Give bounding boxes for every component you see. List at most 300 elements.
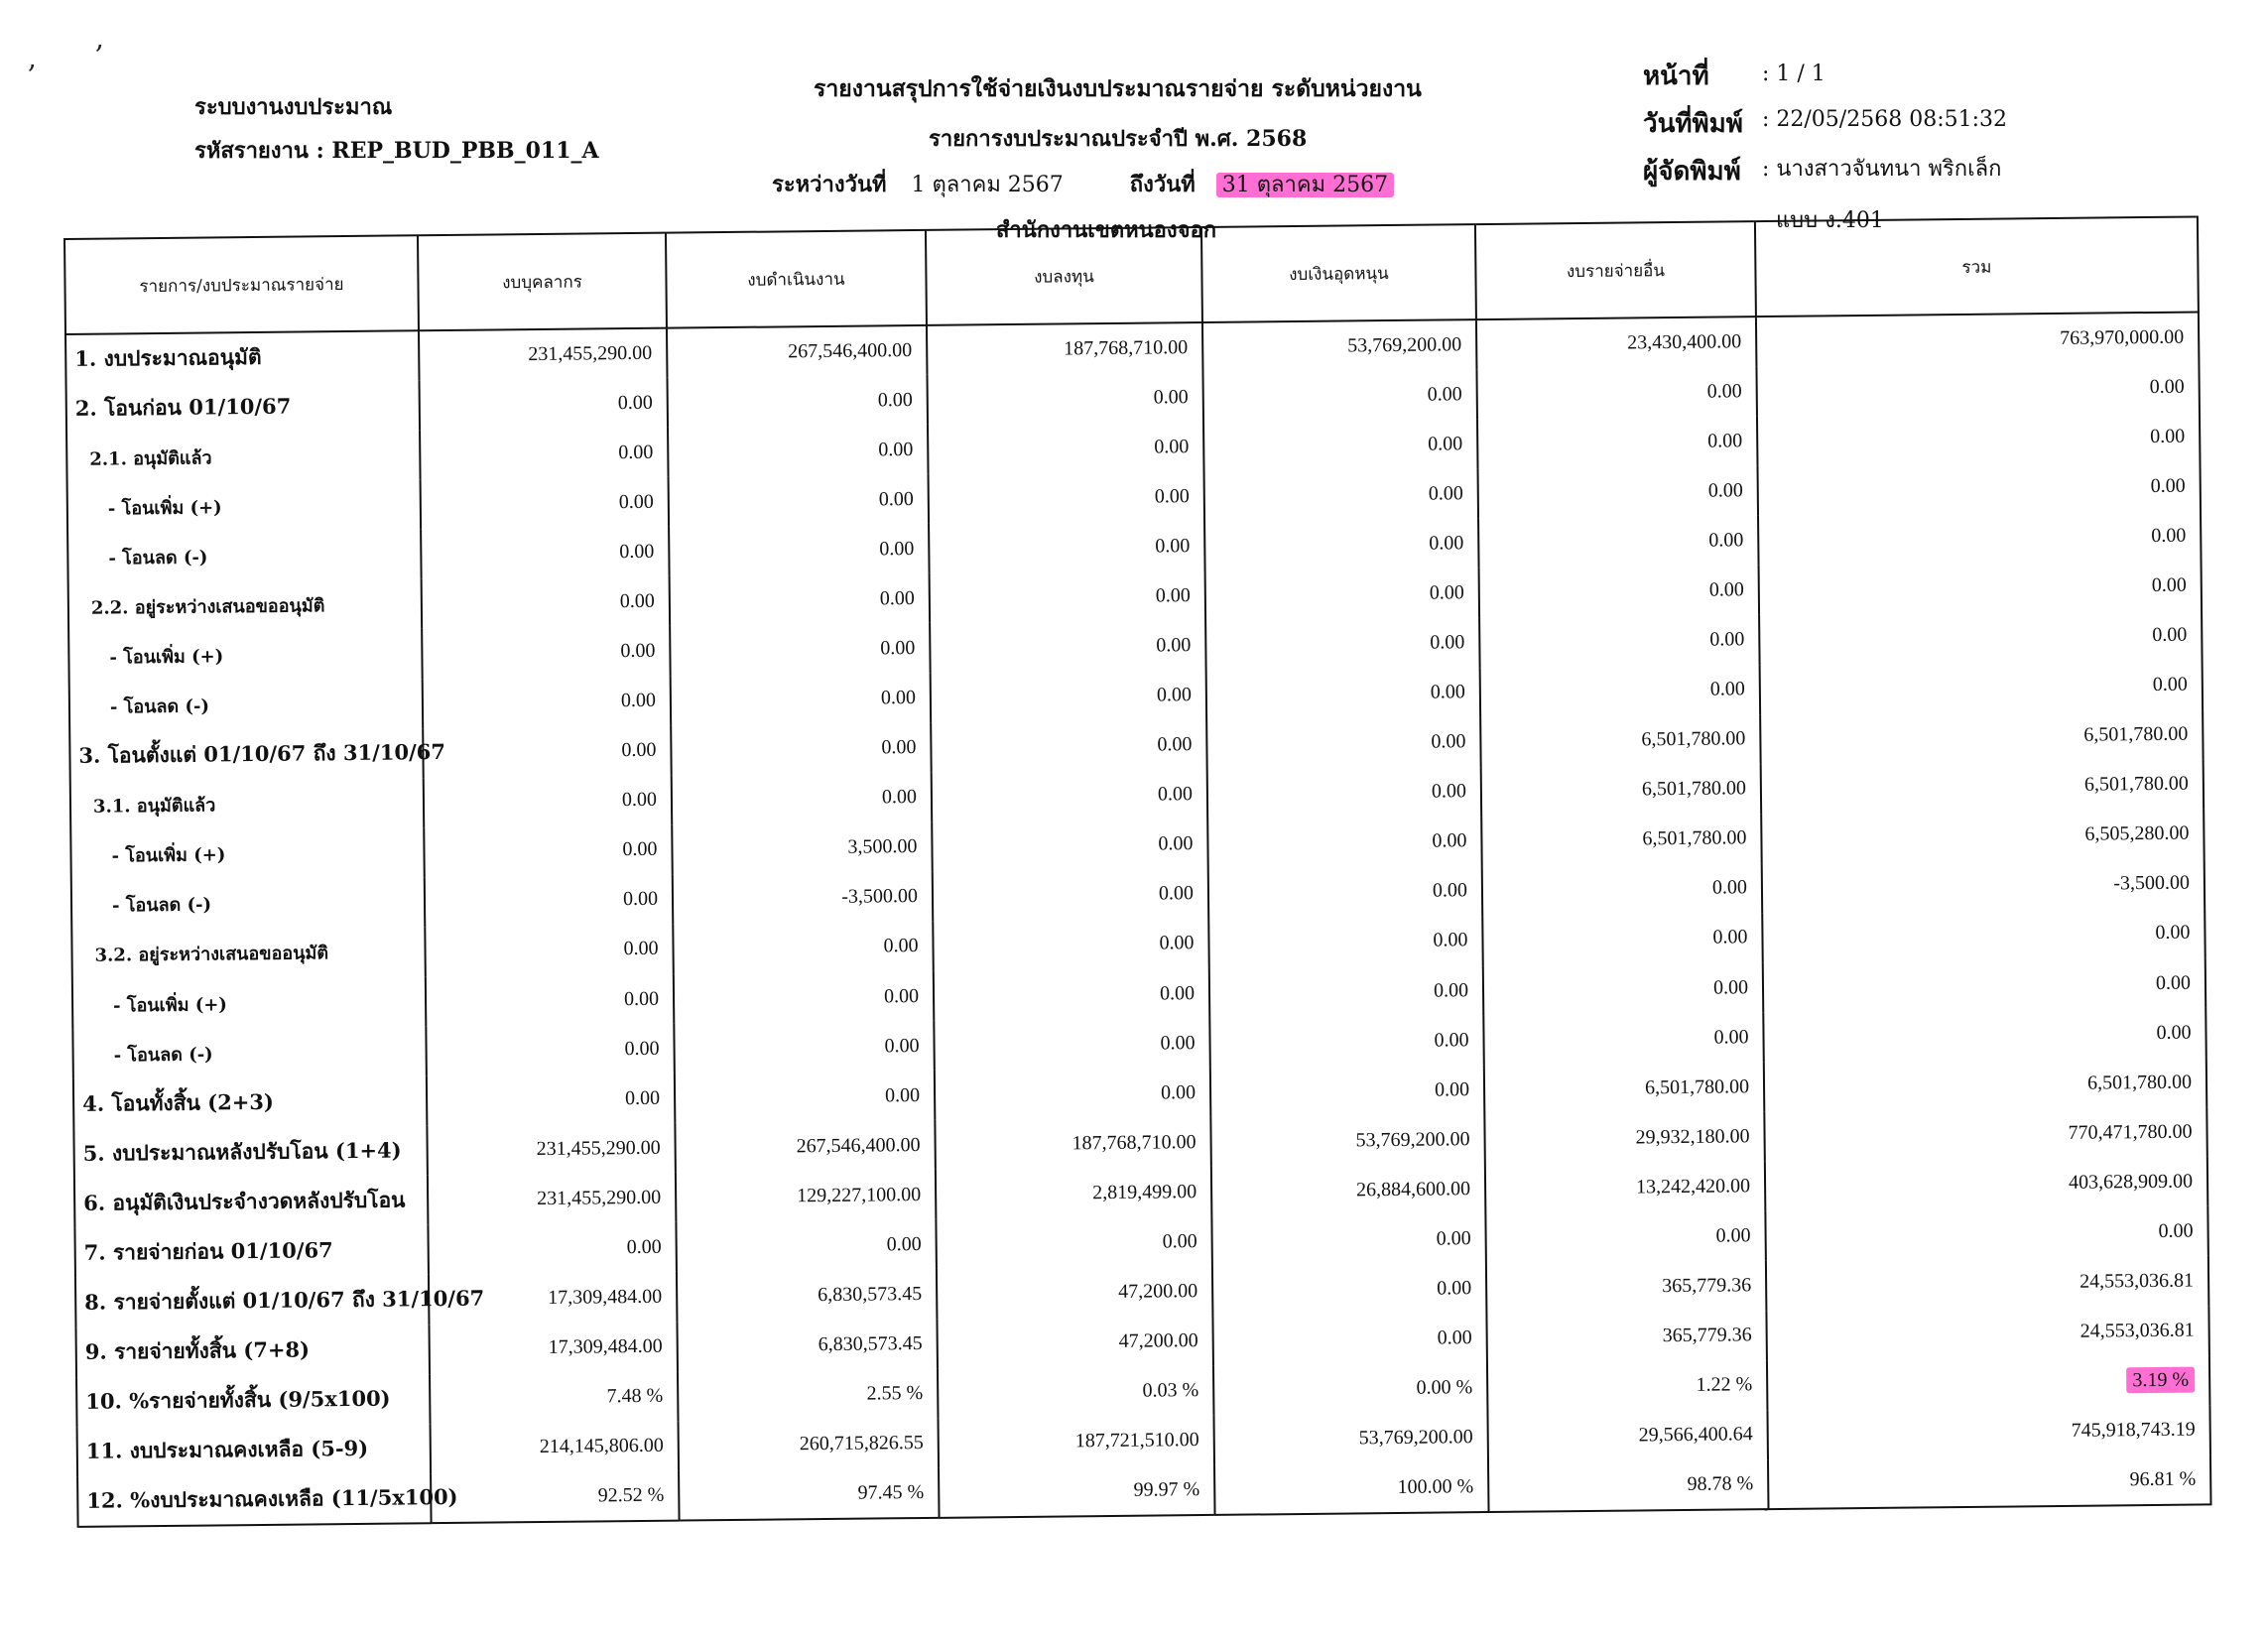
cell-value — [932, 820, 1208, 872]
cell-text: 100.00 % — [1397, 1475, 1474, 1498]
period-from-label: ระหว่างวันที่ — [772, 172, 887, 197]
cell-text: 0.00 — [879, 586, 915, 610]
cell-text: 0.00 — [1709, 628, 1745, 651]
cell-value — [1763, 957, 2205, 1012]
row-label: 8. รายจ่ายตั้งแต่ 01/10/67 ถึง 31/10/67 — [75, 1275, 430, 1328]
cell-text: 0.00 — [1432, 829, 1467, 852]
cell-value — [1480, 665, 1761, 717]
column-header: รวม — [1755, 216, 2199, 316]
cell-text: 0.00 — [878, 487, 914, 511]
cell-text: 0.00 — [2151, 573, 2187, 596]
page-value: : 1 / 1 — [1762, 62, 1826, 86]
cell-text: 0.00 — [881, 786, 918, 809]
budget-table-wrap — [63, 215, 2210, 1567]
row-label: 9. รายจ่ายทั้งสิ้น (7+8) — [76, 1325, 431, 1378]
cell-value — [1759, 610, 2202, 665]
cell-text: 2,819,499.00 — [1092, 1180, 1197, 1204]
cell-text: 0.00 — [618, 441, 654, 463]
cell-text: 0.00 — [884, 1083, 921, 1107]
period-to-label: ถึงวันที่ — [1129, 172, 1196, 197]
cell-text: 0.00 — [1157, 783, 1194, 806]
cell-value — [1765, 1206, 2208, 1261]
cell-text: 2.55 % — [866, 1382, 924, 1405]
cell-text: 0.00 — [2150, 474, 2186, 497]
cell-text: 6,501,780.00 — [1641, 727, 1746, 751]
cell-value — [1208, 866, 1483, 919]
cell-text: 129,227,100.00 — [797, 1183, 922, 1207]
cell-value — [927, 372, 1203, 425]
printed-by-value: : นางสาวจันทนา พริกเล็ก — [1762, 157, 2002, 182]
row-label: - โอนเพิ่ม (+) — [72, 976, 427, 1030]
cell-text: 29,932,180.00 — [1635, 1125, 1750, 1149]
report-title: รายงานสรุปการใช้จ่ายเงินงบประมาณรายจ่าย ระดับหน่วยงาน — [814, 75, 1422, 102]
cell-text: 6,830,573.45 — [818, 1283, 923, 1307]
cell-value — [423, 676, 672, 728]
cell-text: 47,200.00 — [1118, 1329, 1198, 1353]
cell-text: 0.00 — [618, 490, 654, 513]
cell-value — [930, 620, 1206, 673]
cell-text: 0.00 — [883, 984, 920, 1007]
cell-text: 97.45 % — [857, 1480, 925, 1504]
report-code — [194, 133, 599, 168]
cell-text: 365,779.36 — [1662, 1324, 1752, 1347]
cell-value — [1757, 412, 2200, 466]
cell-value — [937, 1316, 1213, 1368]
cell-text: 0.00 — [877, 388, 913, 412]
cell-text: 17,309,484.00 — [548, 1334, 663, 1359]
cell-value — [1478, 465, 1759, 518]
cell-value — [1205, 618, 1480, 671]
row-label: 12. %งบประมาณคงเหลือ (11/5x100) — [77, 1473, 432, 1527]
column-header: งบลงทุน — [926, 227, 1202, 325]
cell-text: 0.00 — [620, 689, 657, 712]
cell-value — [1486, 1311, 1767, 1363]
cell-text: 0.00 — [1159, 932, 1195, 954]
cell-text: 214,145,806.00 — [539, 1434, 664, 1458]
cell-value — [1482, 863, 1763, 916]
cell-value — [1207, 767, 1482, 820]
cell-value — [1210, 1065, 1485, 1117]
row-label: 4. โอนทั้งสิ้น (2+3) — [73, 1075, 428, 1129]
cell-value — [673, 922, 934, 974]
cell-text: 6,501,780.00 — [1644, 1074, 1750, 1099]
cell-value — [670, 573, 931, 626]
cell-text: 763,970,000.00 — [2060, 325, 2185, 349]
row-label: 1. งบประมาณอนุมัติ — [65, 330, 420, 384]
cell-value — [1768, 1454, 2211, 1509]
cell-text: 0.00 — [2158, 1219, 2194, 1242]
row-label: 5. งบประมาณหลังปรับโอน (1+4) — [73, 1125, 428, 1179]
cell-value — [1476, 316, 1757, 369]
cell-text: 0.00 — [1707, 429, 1743, 452]
cell-value — [1206, 717, 1481, 770]
cell-text: 0.00 — [1153, 385, 1189, 409]
cell-text: 0.00 — [622, 838, 658, 861]
cell-value — [934, 1018, 1210, 1071]
cell-text: 0.00 — [1713, 1025, 1749, 1049]
row-label: - โอนลด (-) — [69, 679, 424, 732]
row-label: 2.2. อยู่ระหว่างเสนอขออนุมัติ — [68, 579, 423, 633]
cell-text: 0.03 % — [1142, 1379, 1199, 1402]
cell-value — [934, 968, 1210, 1021]
cell-text: 0.00 — [2155, 922, 2191, 945]
cell-text: -3,500.00 — [841, 885, 919, 909]
cell-text: 0.00 — [2155, 971, 2192, 994]
column-header: งบดำเนินงาน — [666, 230, 927, 328]
cell-text: 187,721,510.00 — [1074, 1429, 1199, 1453]
cell-value — [1488, 1459, 1769, 1512]
scan-mark: , — [95, 22, 104, 55]
cell-text: 0.00 — [1429, 532, 1464, 555]
cell-value — [1212, 1314, 1487, 1366]
cell-value — [420, 428, 669, 480]
cell-value — [1767, 1355, 2210, 1410]
cell-value — [1206, 668, 1481, 720]
cell-text: 3,500.00 — [847, 835, 918, 859]
cell-text: 0.00 — [878, 438, 914, 461]
row-label: 3.1. อนุมัติแล้ว — [70, 778, 425, 831]
cell-value — [1207, 817, 1482, 869]
cell-value — [668, 425, 929, 477]
cell-text: 0.00 — [1708, 529, 1744, 552]
cell-value — [421, 527, 670, 579]
cell-value — [936, 1167, 1212, 1219]
cell-value — [1477, 416, 1758, 468]
cell-text: 0.00 — [1706, 379, 1742, 403]
cell-value — [1487, 1410, 1768, 1462]
cell-value — [1483, 962, 1764, 1015]
cell-text: 0.00 — [626, 1235, 662, 1259]
cell-value — [424, 775, 673, 827]
cell-text: 0.00 — [883, 935, 919, 957]
cell-value — [931, 720, 1207, 773]
cell-value — [1761, 809, 2204, 863]
cell-text: 0.00 — [622, 888, 659, 911]
cell-text: 231,455,290.00 — [537, 1186, 662, 1209]
cell-value — [675, 1071, 936, 1123]
cell-text: 96.81 % — [2129, 1467, 2197, 1491]
cell-text: -3,500.00 — [2113, 871, 2191, 895]
cell-text: 0.00 — [1156, 684, 1192, 706]
cell-text: 0.00 — [880, 687, 917, 709]
cell-value — [676, 1170, 937, 1222]
cell-value — [933, 919, 1209, 971]
cell-value — [419, 328, 668, 381]
cell-value — [672, 822, 933, 875]
row-label: 2. โอนก่อน 01/10/67 — [66, 380, 421, 434]
cell-text: 23,430,400.00 — [1627, 330, 1742, 354]
cell-value — [937, 1266, 1213, 1319]
cell-value — [426, 974, 675, 1027]
cell-value — [668, 375, 929, 428]
cell-value — [428, 1222, 677, 1275]
cell-value — [1757, 461, 2200, 516]
cell-text: 24,553,036.81 — [2079, 1269, 2195, 1293]
column-header: งบรายจ่ายอื่น — [1475, 221, 1756, 319]
cell-text: 0.00 — [2152, 673, 2188, 696]
cell-value — [1209, 1015, 1484, 1068]
system-name: ระบบงานงบประมาณ — [194, 94, 393, 120]
report-code-label: รหัสรายงาน : — [194, 138, 324, 164]
period-from: 1 ตุลาคม 2567 — [911, 173, 1064, 197]
cell-value — [932, 770, 1208, 822]
cell-value — [1762, 908, 2205, 962]
cell-text: 187,768,710.00 — [1071, 1130, 1197, 1155]
cell-value — [1766, 1256, 2209, 1311]
cell-text: 0.00 — [1156, 634, 1192, 657]
cell-text: 0.00 — [884, 1034, 920, 1058]
table-body — [65, 312, 2210, 1526]
cell-value — [426, 1024, 675, 1076]
cell-text: 231,455,290.00 — [528, 341, 653, 366]
cell-value — [1208, 916, 1483, 968]
cell-text: 0.00 — [1154, 435, 1190, 458]
cell-value — [1205, 568, 1480, 620]
column-header: งบบุคลากร — [418, 233, 667, 331]
row-label: - โอนเพิ่ม (+) — [70, 827, 425, 881]
cell-value — [675, 1120, 936, 1173]
cell-value — [674, 1021, 935, 1074]
cell-text: 0.00 — [1707, 479, 1743, 502]
row-label: - โอนลด (-) — [71, 877, 426, 931]
cell-value — [674, 971, 935, 1024]
cell-value — [678, 1368, 939, 1421]
print-date-value: : 22/05/2568 08:51:32 — [1762, 107, 2008, 132]
cell-value — [1484, 1062, 1765, 1114]
cell-text: 6,830,573.45 — [818, 1332, 923, 1356]
cell-text: 365,779.36 — [1662, 1274, 1752, 1298]
cell-text: 0.00 — [1433, 978, 1469, 1002]
cell-value — [1202, 319, 1477, 372]
cell-text: 0.00 — [1160, 1080, 1197, 1104]
cell-text: 17,309,484.00 — [548, 1285, 663, 1309]
cell-value — [936, 1216, 1212, 1269]
cell-value — [672, 773, 933, 825]
cell-value — [1486, 1261, 1767, 1314]
cell-value — [427, 1074, 676, 1126]
cell-value — [676, 1219, 937, 1272]
cell-value — [421, 477, 670, 530]
office-name: สำนักงานเขตหนองจอก — [996, 217, 1217, 243]
cell-value — [1482, 913, 1763, 965]
cell-value — [1204, 468, 1479, 521]
cell-text: 0.00 — [1715, 1224, 1751, 1247]
cell-text: 47,200.00 — [1118, 1280, 1198, 1303]
cell-value — [1756, 362, 2199, 417]
cell-value — [935, 1068, 1211, 1120]
cell-text: 0.00 — [1434, 1028, 1469, 1052]
cell-value — [939, 1416, 1215, 1468]
cell-value — [1212, 1264, 1487, 1317]
cell-text: 0.00 — [2150, 425, 2186, 447]
cell-value — [667, 325, 928, 378]
cell-value — [1213, 1363, 1488, 1416]
cell-value — [673, 872, 934, 925]
cell-text: 0.00 — [1708, 578, 1744, 601]
cell-value — [423, 725, 672, 778]
cell-value — [1763, 1008, 2205, 1063]
cell-text: 0.00 — [1427, 382, 1462, 406]
cell-value — [1202, 369, 1477, 422]
cell-value — [1762, 858, 2205, 913]
period-to: 31 ตุลาคม 2567 — [1216, 173, 1394, 197]
cell-value — [1756, 312, 2199, 366]
cell-value — [927, 322, 1203, 375]
cell-text: 6,505,280.00 — [2084, 822, 2190, 846]
row-label: - โอนเพิ่ม (+) — [67, 479, 422, 533]
cell-text: 187,768,710.00 — [1064, 336, 1189, 360]
print-date-label: วันที่พิมพ์ — [1643, 109, 1743, 139]
cell-text: 6,501,780.00 — [2083, 722, 2189, 746]
cell-text: 92.52 % — [597, 1483, 665, 1507]
cell-text: 26,884,600.00 — [1356, 1178, 1471, 1201]
cell-value — [424, 824, 673, 877]
cell-value — [1483, 1012, 1764, 1065]
cell-text: 0.00 — [619, 589, 655, 613]
cell-value — [420, 378, 669, 431]
cell-text: 7.48 % — [606, 1384, 664, 1408]
cell-text: 13,242,420.00 — [1635, 1175, 1751, 1199]
cell-value — [939, 1465, 1215, 1518]
cell-text: 53,769,200.00 — [1358, 1426, 1473, 1450]
cell-text: 0.00 — [1428, 482, 1463, 505]
cell-text: 0.00 — [879, 537, 915, 561]
cell-text: 0.00 — [619, 540, 655, 563]
row-label: - โอนลด (-) — [72, 1026, 427, 1079]
cell-text: 3.19 % — [2126, 1367, 2195, 1394]
cell-value — [1765, 1157, 2208, 1211]
cell-value — [670, 623, 931, 676]
cell-value — [422, 626, 671, 679]
cell-text: 53,769,200.00 — [1355, 1127, 1470, 1152]
cell-text: 0.00 — [1434, 1077, 1470, 1101]
scan-mark: , — [28, 42, 37, 74]
column-header: รายการ/งบประมาณรายจ่าย — [64, 235, 419, 334]
cell-text: 267,546,400.00 — [796, 1133, 921, 1158]
row-label: 2.1. อนุมัติแล้ว — [66, 430, 421, 483]
cell-text: 231,455,290.00 — [536, 1136, 661, 1160]
cell-text: 0.00 — [1431, 730, 1466, 753]
cell-value — [1213, 1413, 1488, 1465]
form-code: แบบ ง.401 — [1776, 208, 1884, 233]
cell-text: 0.00 — [1154, 484, 1190, 508]
cell-value — [430, 1371, 679, 1424]
cell-text: 6,501,780.00 — [2086, 1071, 2193, 1094]
cell-value — [422, 576, 671, 629]
cell-value — [425, 874, 674, 927]
cell-text: 0.00 — [886, 1232, 922, 1256]
cell-value — [1214, 1462, 1489, 1515]
cell-text: 0.00 — [1437, 1277, 1472, 1300]
cell-value — [935, 1117, 1211, 1170]
cell-value — [671, 722, 932, 775]
cell-text: 0.00 — [1155, 534, 1191, 558]
cell-value — [427, 1123, 676, 1176]
cell-text: 1.22 % — [1696, 1373, 1753, 1397]
cell-text: 0.00 — [621, 789, 658, 812]
cell-text: 0.00 — [1155, 584, 1191, 607]
cell-text: 0.00 — [1712, 926, 1748, 949]
cell-value — [1211, 1213, 1486, 1266]
cell-value — [1764, 1107, 2207, 1162]
cell-text: 260,715,826.55 — [799, 1432, 924, 1455]
cell-text: 0.00 — [617, 391, 653, 414]
cell-value — [1487, 1360, 1768, 1413]
report-period — [772, 167, 1394, 201]
row-label: - โอนลด (-) — [67, 530, 422, 583]
budget-table — [63, 215, 2211, 1527]
cell-text: 267,546,400.00 — [788, 339, 913, 363]
cell-text: 0.00 — [1157, 733, 1193, 756]
cell-value — [933, 869, 1209, 922]
row-label: 3.2. อยู่ระหว่างเสนอขออนุมัติ — [71, 927, 426, 980]
row-label: 11. งบประมาณคงเหลือ (5-9) — [77, 1424, 432, 1477]
cell-text: 0.00 — [880, 637, 916, 660]
cell-value — [1760, 660, 2203, 714]
cell-value — [669, 474, 930, 527]
cell-text: 53,769,200.00 — [1347, 333, 1462, 357]
report-subtitle: รายการงบประมาณประจำปี พ.ศ. 2568 — [929, 126, 1308, 152]
column-header: งบเงินอุดหนุน — [1201, 224, 1476, 322]
cell-text: 0.00 — [2152, 623, 2188, 646]
cell-value — [1209, 965, 1484, 1018]
cell-text: 770,471,780.00 — [2068, 1120, 2193, 1144]
cell-value — [1476, 366, 1757, 419]
cell-value — [1479, 566, 1760, 618]
cell-value — [425, 925, 674, 977]
cell-text: 99.97 % — [1133, 1477, 1200, 1501]
cell-value — [1759, 561, 2202, 615]
cell-text: 0.00 — [1432, 879, 1468, 902]
cell-value — [428, 1173, 677, 1225]
row-label: 6. อนุมัติเงินประจำงวดหลังปรับโอน — [74, 1176, 429, 1229]
cell-value — [1203, 419, 1478, 471]
row-label: - โอนเพิ่ม (+) — [68, 629, 423, 683]
cell-text: 0.00 — [624, 1086, 661, 1109]
cell-value — [679, 1419, 940, 1471]
report-code-value: REP_BUD_PBB_011_A — [331, 138, 599, 164]
cell-value — [431, 1421, 680, 1473]
cell-text: 0.00 — [1429, 581, 1464, 604]
cell-value — [1481, 764, 1762, 817]
cell-text: 0.00 — [623, 938, 659, 960]
cell-text: 0.00 — [624, 1037, 660, 1060]
cell-text: 0.00 — [1158, 832, 1194, 855]
cell-value — [1481, 814, 1762, 866]
cell-value — [677, 1319, 938, 1371]
cell-text: 6,501,780.00 — [1642, 826, 1747, 850]
cell-value — [1760, 709, 2203, 764]
cell-text: 0.00 — [1437, 1327, 1472, 1349]
cell-text: 0.00 — [620, 639, 656, 663]
cell-text: 745,918,743.19 — [2071, 1418, 2196, 1443]
cell-text: 0.00 — [1430, 631, 1465, 654]
cell-text: 0.00 — [1433, 929, 1468, 952]
cell-text: 0.00 — [1711, 876, 1748, 900]
cell-text: 0.00 — [2149, 375, 2185, 398]
cell-value — [1210, 1114, 1485, 1167]
cell-value — [928, 422, 1204, 474]
row-label: 3. โอนตั้งแต่ 01/10/67 ถึง 31/10/67 — [69, 728, 424, 782]
cell-text: 0.00 — [1428, 432, 1463, 455]
cell-value — [1758, 511, 2201, 566]
printed-by-label: ผู้จัดพิมพ์ — [1643, 157, 1741, 187]
cell-value — [1761, 759, 2204, 814]
cell-text: 0.00 — [1436, 1227, 1471, 1250]
row-label: 10. %รายจ่ายทั้งสิ้น (9/5x100) — [76, 1374, 431, 1428]
cell-text: 0.00 — [1160, 1031, 1196, 1055]
cell-text: 0.00 — [2151, 524, 2187, 547]
